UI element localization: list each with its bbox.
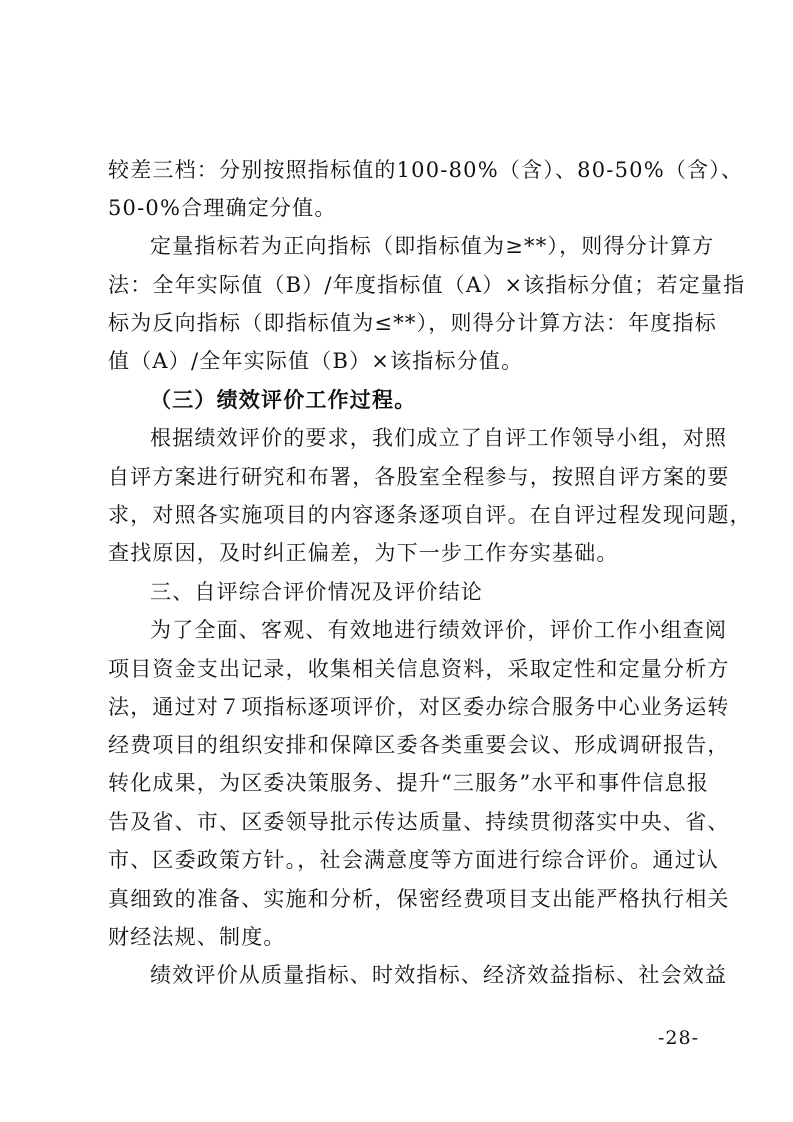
paragraph-line: 求，对照各实施项目的内容逐条逐项自评。在自评过程发现问题， [108, 503, 752, 527]
paragraph-line: 标为反向指标（即指标值为≤**），则得分计算方法：年度指标 [108, 311, 717, 335]
paragraph-line: 较差三档：分别按照指标值的100-80%（含）、80-50%（含）、 [108, 158, 744, 182]
paragraph-line: 法，通过对７项指标逐项评价，对区委办综合服务中心业务运转 [108, 695, 730, 719]
paragraph-line: 项目资金支出记录，收集相关信息资料，采取定性和定量分析方 [108, 657, 730, 681]
paragraph-line: 值（A）/全年实际值（B）×该指标分值。 [108, 349, 524, 373]
paragraph-line: 50-0%合理确定分值。 [108, 196, 337, 220]
paragraph-line: 查找原因，及时纠正偏差，为下一步工作夯实基础。 [108, 541, 619, 565]
paragraph-line: 市、区委政策方针。，社会满意度等方面进行综合评价。通过认 [108, 848, 720, 872]
paragraph-line: 真细致的准备、实施和分析，保密经费项目支出能严格执行相关 [108, 887, 730, 911]
page-number: -28- [657, 1027, 699, 1049]
paragraph-line: 财经法规、制度。 [108, 925, 286, 949]
paragraph-line: 经费项目的组织安排和保障区委各类重要会议、形成调研报告， [108, 733, 730, 757]
paragraph-line: 转化成果，为区委决策服务、提升“三服务”水平和事件信息报 [108, 771, 710, 795]
paragraph-line: 法：全年实际值（B）/年度指标值（A）×该指标分值；若定量指 [108, 273, 746, 297]
paragraph-line: 根据绩效评价的要求，我们成立了自评工作领导小组，对照 [150, 426, 728, 450]
paragraph-line: 为了全面、客观、有效地进行绩效评价，评价工作小组查阅 [150, 618, 728, 642]
paragraph-line: 绩效评价从质量指标、时效指标、经济效益指标、社会效益 [150, 963, 728, 987]
paragraph-line: 自评方案进行研究和布署，各股室全程参与，按照自评方案的要 [108, 465, 730, 489]
section-heading: 三、自评综合评价情况及评价结论 [150, 580, 483, 604]
paragraph-line: 告及省、市、区委领导批示传达质量、持续贯彻落实中央、省、 [108, 810, 730, 834]
paragraph-line: 定量指标若为正向指标（即指标值为≥**），则得分计算方 [150, 234, 715, 258]
section-heading: （三）绩效评价工作过程。 [150, 387, 417, 412]
